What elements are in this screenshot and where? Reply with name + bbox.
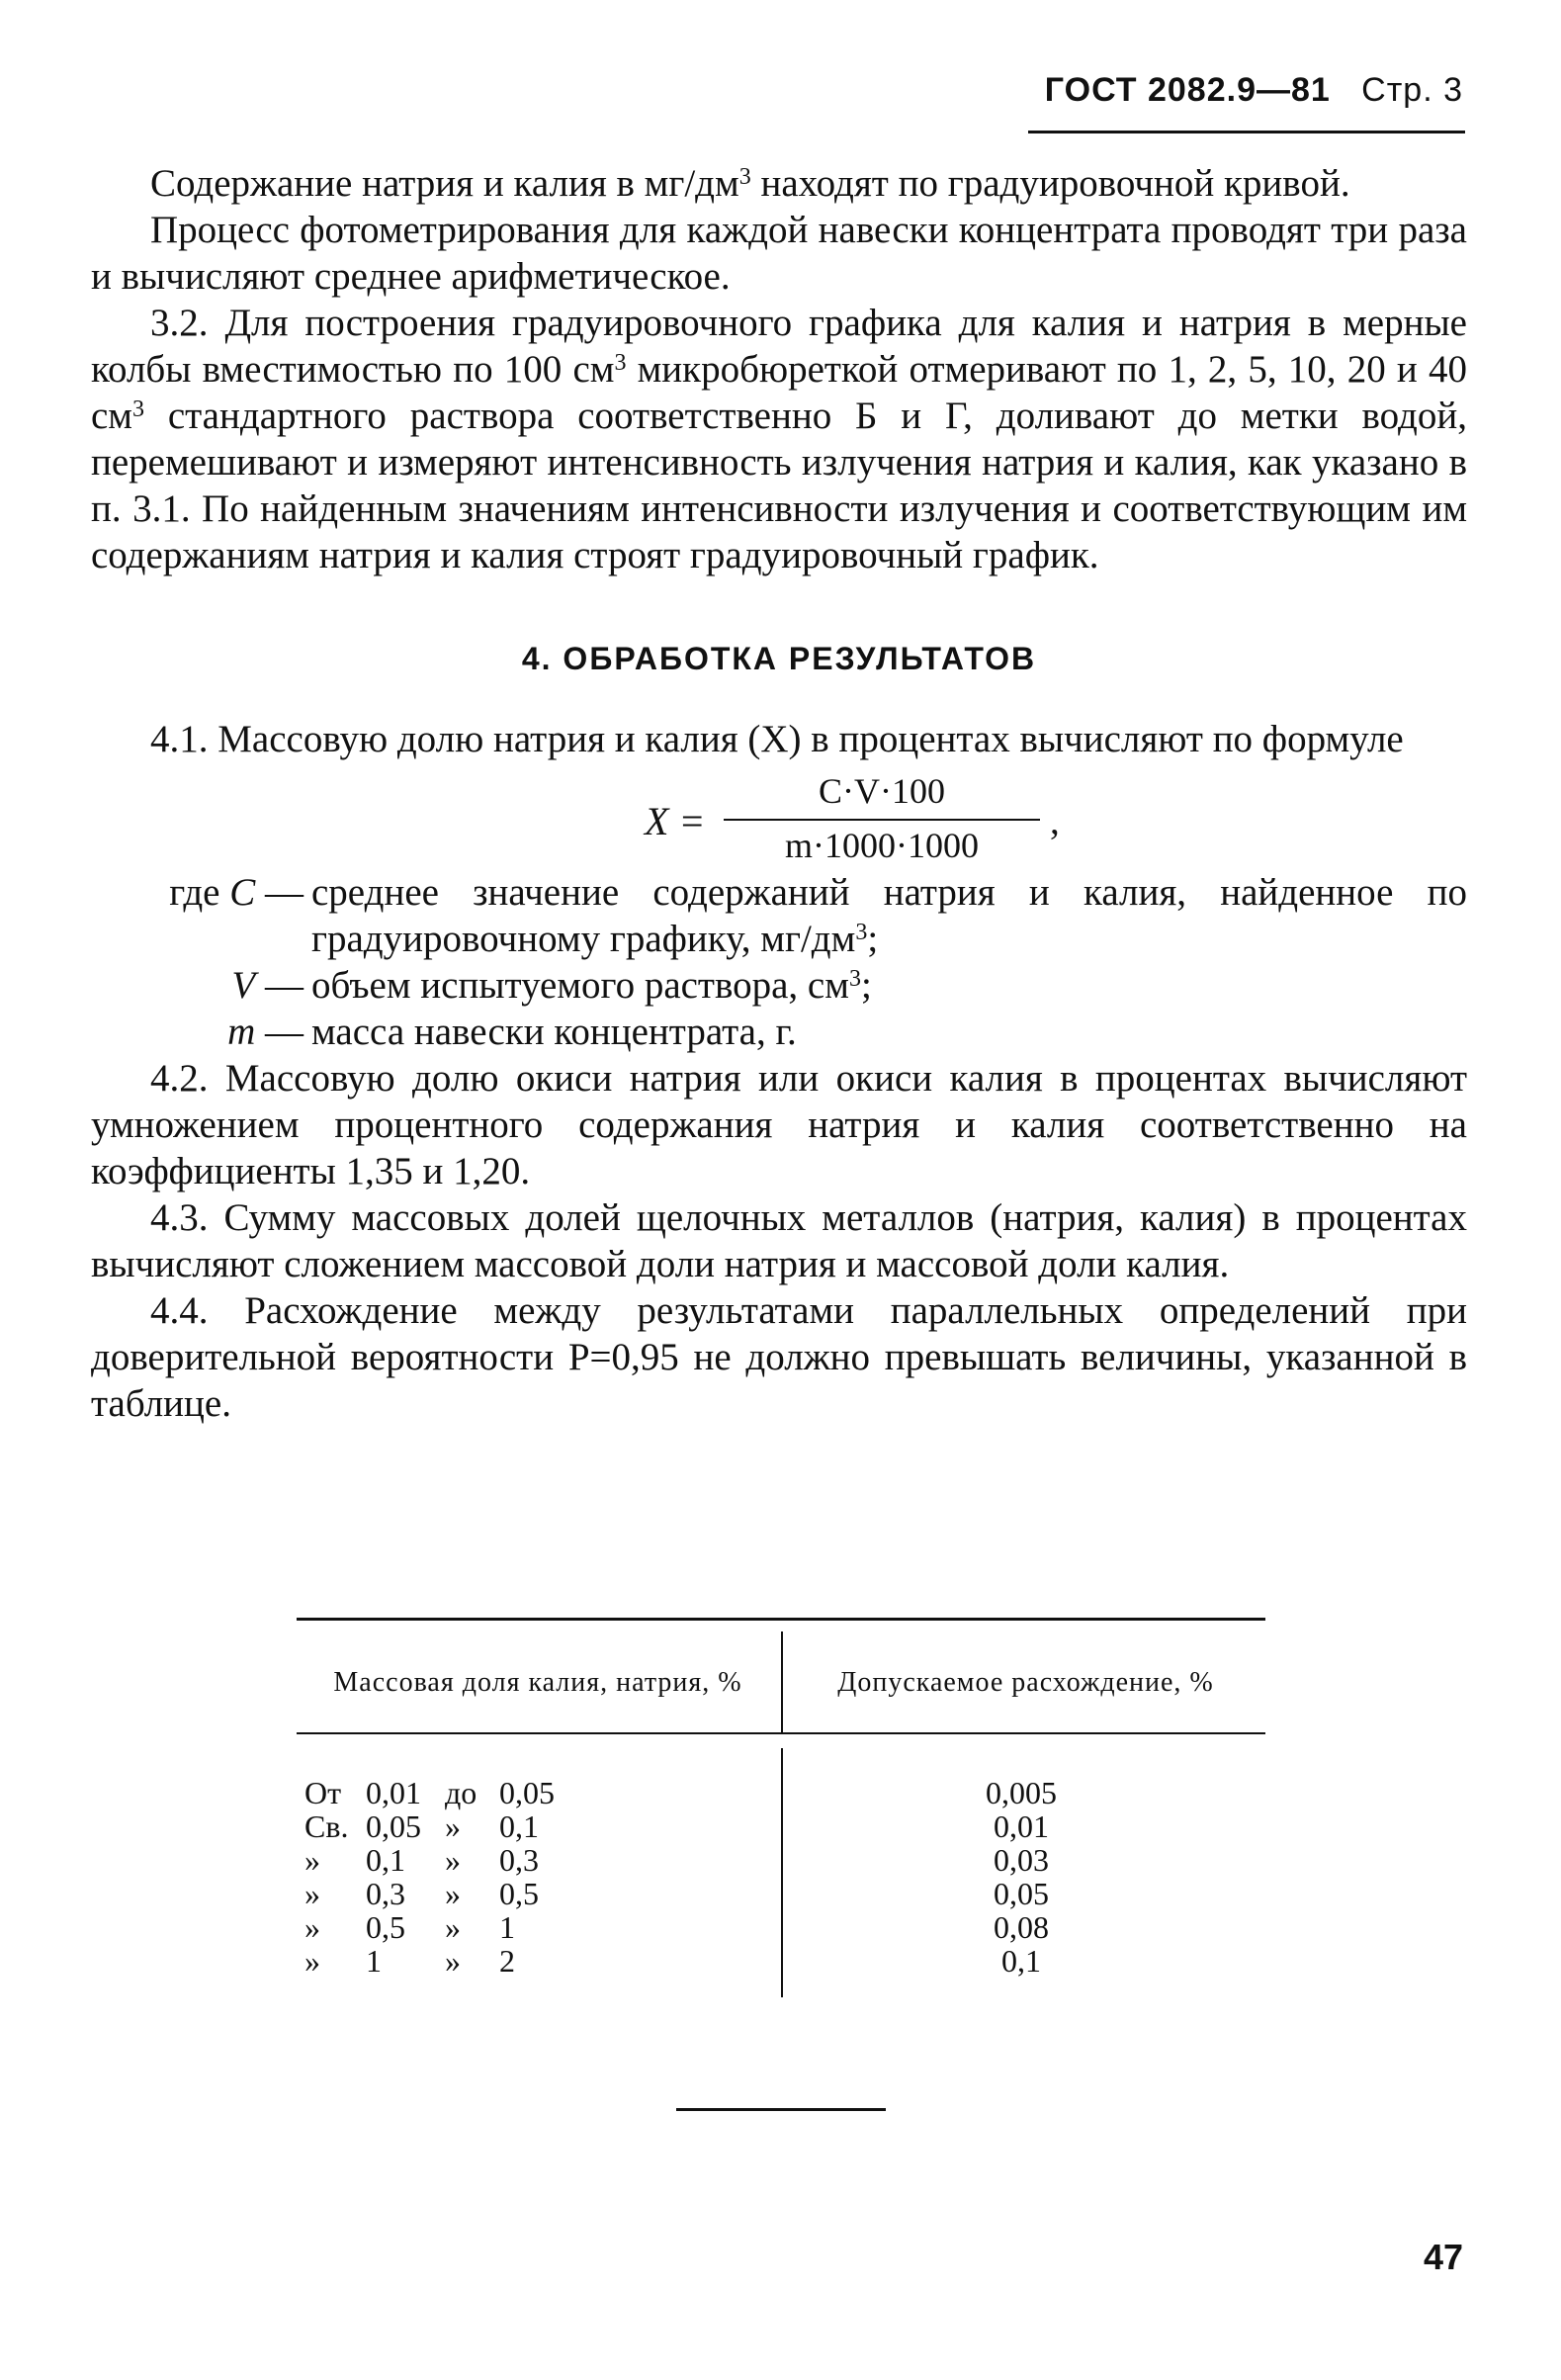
table-row: » 1 » 2 0,1 — [304, 1943, 1041, 1979]
end-rule — [676, 2108, 886, 2111]
paragraph: Содержание натрия и калия в $мг/дм^3$ находят по градуировочной кривой. — [150, 162, 1350, 205]
variable-definitions — [91, 869, 1467, 1055]
table-row: » 0,1 » 0,3 0,03 — [304, 1842, 1049, 1878]
definition-row: V — объем испытуемого раствора, $см^3$; — [231, 964, 872, 1007]
definition-row: где C — среднее значение содержаний натрия и калия, найденное по градуировочному графику, $мг/дм^3$; — [169, 871, 1467, 960]
table-header-tolerance: Допускаемое расхождение, % — [837, 1667, 1214, 1698]
header-rule — [1028, 131, 1465, 133]
table-top-rule — [297, 1618, 1265, 1621]
paragraph: Процесс фотометрирования для каждой навески концентрата проводят три раза и вычисляют среднее арифметическое. — [91, 209, 1467, 298]
paragraph-4-2: 4.2. Массовую долю окиси натрия или окиси калия в процентах вычисляют умножением процентного содержания натрия и калия соответственно на коэффициенты 1,35 и 1,20. — [91, 1057, 1467, 1192]
formula-numerator: C·V·100 — [724, 768, 1040, 821]
table-header-mass-fraction: Массовая доля калия, натрия, % — [333, 1667, 742, 1698]
formula-denominator: m·1000·1000 — [785, 826, 979, 865]
page-header — [1028, 71, 1463, 110]
body-text — [91, 160, 1467, 1427]
section-title: 4. ОБРАБОТКА РЕЗУЛЬТАТОВ — [521, 641, 1037, 676]
definition-row: m — масса навески концентрата, г. — [227, 1011, 797, 1053]
table-row: » 0,3 » 0,5 0,05 — [304, 1876, 1049, 1911]
table-row: От 0,01 до 0,05 0,005 — [304, 1775, 1057, 1810]
paragraph-3-2: 3.2. Для построения градуировочного графика для калия и натрия в мерные колбы вместимостью по 100 $см^3$ микробюреткой отмеривают по 1, 2, 5, 10, 20 и 40 $см^3$ стандартного раствора соответственно Б и Г, доливают до метки водой, перемешивают и измеряют интенсивность излучения натрия и калия, как указано в п. 3.1. По найденным значениям интенсивности излучения и соответствующим им содержаниям натрия и калия строят градуировочный график. — [91, 302, 1467, 576]
page-number: 47 — [1423, 2237, 1463, 2277]
table-body — [297, 1776, 1265, 1978]
table-row: » 0,5 » 1 0,08 — [304, 1909, 1049, 1945]
formula-lhs: X = — [645, 799, 706, 843]
table-header-rule — [297, 1732, 1265, 1734]
formula-fraction — [724, 768, 1040, 869]
paragraph-4-1: 4.1. Массовую долю натрия и калия (X) в процентах вычисляют по формуле — [150, 718, 1404, 760]
table-header-divider — [781, 1631, 783, 1732]
page-label: Стр. 3 — [1361, 71, 1463, 109]
paragraph-4-4: 4.4. Расхождение между результатами параллельных определений при доверительной вероятности P=0,95 не должно превышать величины, указанной в таблице. — [91, 1289, 1467, 1425]
paragraph-4-3: 4.3. Сумму массовых долей щелочных металлов (натрия, калия) в процентах вычисляют сложением массовой доли натрия и массовой доли калия. — [91, 1196, 1467, 1285]
formula: X = $\frac{C\cdot V\cdot 100}{m\cdot 1000\cdot 1000}$ , — [91, 768, 1467, 867]
standard-code: ГОСТ 2082.9—81 — [1044, 71, 1331, 109]
table-row: Св. 0,05 » 0,1 0,01 — [304, 1808, 1049, 1844]
